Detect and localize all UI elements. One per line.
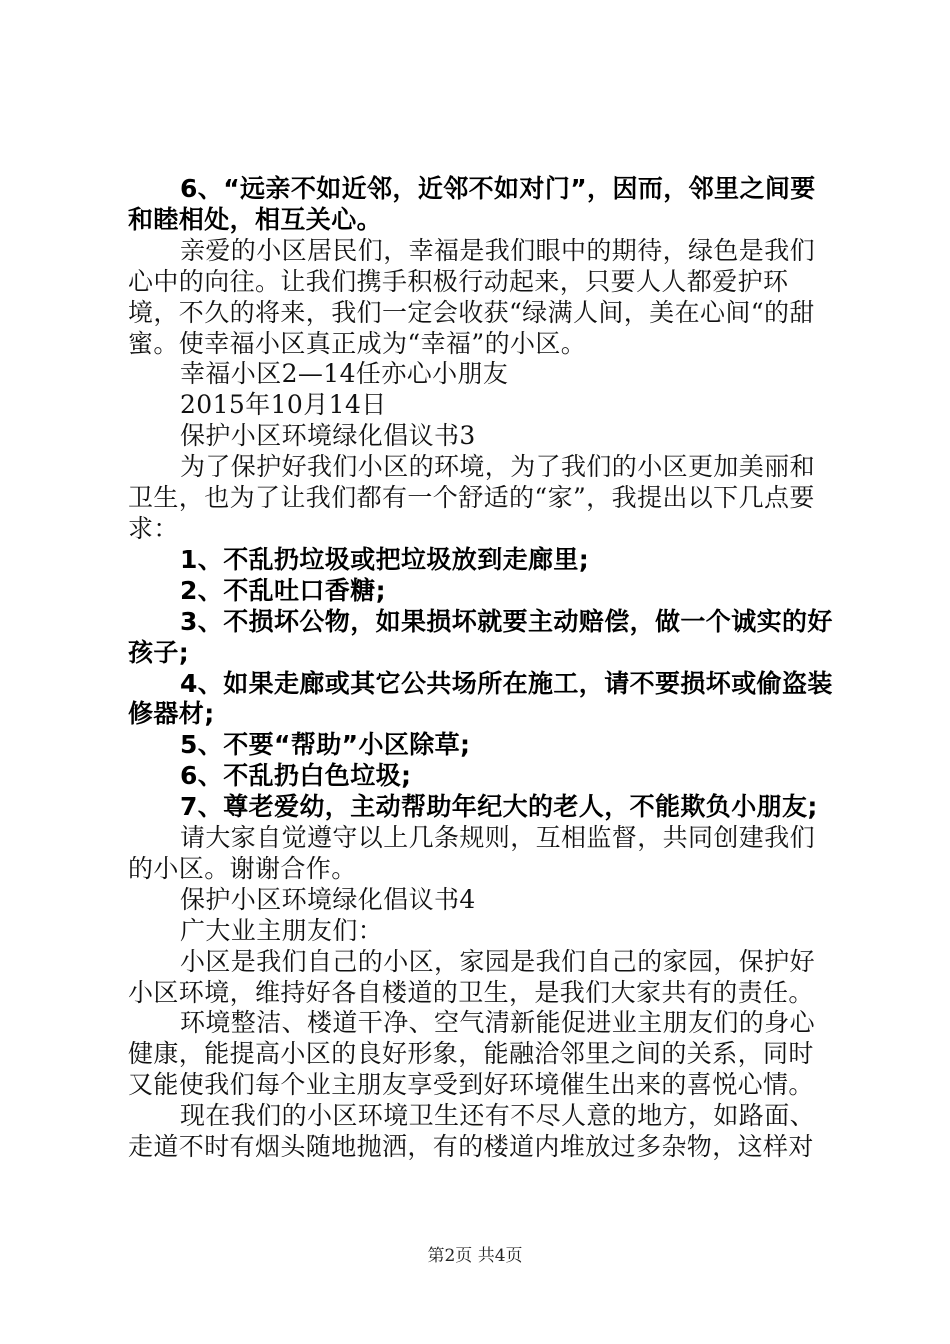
- paragraph: 为了保护好我们小区的环境，为了我们的小区更加美丽和卫生，也为了让我们都有一个舒适的“家”，我提出以下几点要求：: [128, 452, 816, 543]
- section-title: 保护小区环境绿化倡议书4: [180, 884, 476, 914]
- paragraph: 请大家自觉遵守以上几条规则，互相监督，共同创建我们的小区。谢谢合作。: [128, 823, 816, 883]
- paragraph: 现在我们的小区环境卫生还有不尽人意的地方，如路面、走道不时有烟头随地抛洒，有的楼道内堆放过多杂物，这样对: [128, 1101, 816, 1162]
- list-item: 3、不损坏公物，如果损坏就要主动赔偿，做一个诚实的好孩子;: [128, 606, 833, 667]
- section-title: 保护小区环境绿化倡议书3: [180, 421, 476, 451]
- list-item: 6、不乱扔白色垃圾;: [180, 761, 412, 791]
- paragraph: 小区是我们自己的小区，家园是我们自己的家园，保护好小区环境，维持好各自楼道的卫生，是我们大家共有的责任。: [128, 946, 816, 1007]
- paragraph: 6、“远亲不如近邻，近邻不如对门”，因而，邻里之间要和睦相处，相互关心。: [128, 174, 816, 234]
- signature-line: 幸福小区2—14任亦心小朋友: [180, 359, 509, 389]
- list-item: 5、不要“帮助”小区除草;: [180, 730, 471, 760]
- document-body: [128, 174, 834, 1163]
- list-item: 4、如果走廊或其它公共场所在施工，请不要损坏或偷盗装修器材;: [128, 668, 833, 729]
- list-item: 7、尊老爱幼，主动帮助年纪大的老人，不能欺负小朋友;: [180, 792, 818, 822]
- list-item: 2、不乱吐口香糖;: [180, 575, 386, 605]
- salutation: 广大业主朋友们：: [180, 915, 384, 945]
- date-line: 2015年10月14日: [180, 390, 387, 420]
- page-number: 第2页 共4页: [427, 1246, 523, 1266]
- paragraph: 环境整洁、楼道干净、空气清新能促进业主朋友们的身心健康，能提高小区的良好形象，能融洽邻里之间的关系，同时又能使我们每个业主朋友享受到好环境催生出来的喜悦心情。: [128, 1008, 816, 1100]
- paragraph: 亲爱的小区居民们，幸福是我们眼中的期待，绿色是我们心中的向往。让我们携手积极行动起来，只要人人都爱护环境，不久的将来，我们一定会收获“绿满人间，美在心间“的甜蜜。使幸福小区真正成为“幸福”的小区。: [128, 235, 816, 358]
- list-item: 1、不乱扔垃圾或把垃圾放到走廊里;: [180, 544, 590, 574]
- page-footer: [0, 1241, 950, 1266]
